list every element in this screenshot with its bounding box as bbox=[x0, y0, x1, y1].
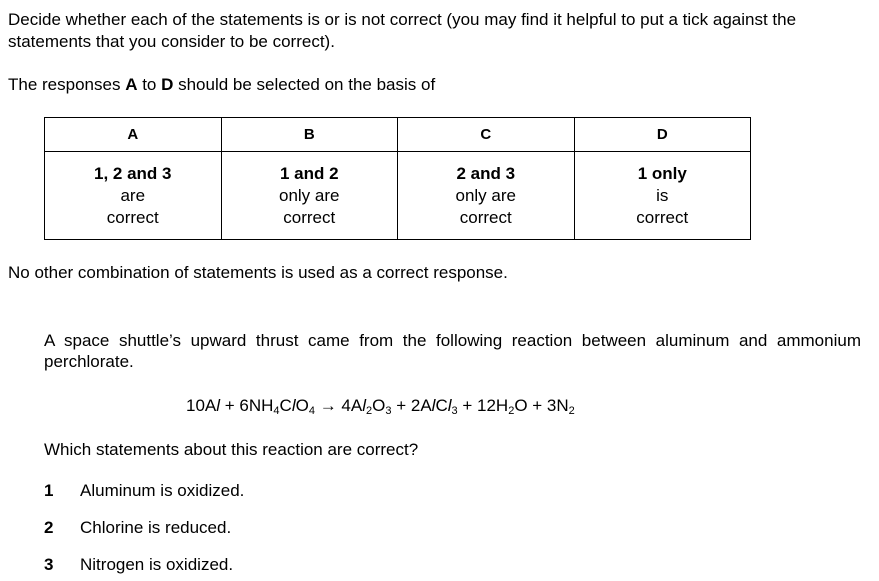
key-cell-a-line2: are bbox=[120, 185, 146, 205]
eq-subscript: 3 bbox=[385, 405, 392, 417]
eq-italic-l: l bbox=[431, 396, 436, 415]
question-stem: A space shuttle’s upward thrust came from the following reaction between aluminum and ammonium perchlorate. bbox=[44, 331, 861, 371]
statement-1 bbox=[44, 481, 244, 501]
key-header-a: A bbox=[45, 118, 222, 152]
eq-part: + 6NH bbox=[220, 396, 274, 415]
key-table-body-row bbox=[45, 152, 751, 240]
key-cell-a-line3: correct bbox=[106, 207, 159, 227]
key-cell-b bbox=[221, 152, 398, 240]
reaction-equation bbox=[186, 396, 575, 417]
key-cell-b-line2: only are bbox=[279, 185, 340, 205]
statement-number: 2 bbox=[44, 518, 54, 537]
key-header-d: D bbox=[574, 118, 751, 152]
eq-part: O bbox=[372, 396, 386, 415]
statement-2 bbox=[44, 518, 231, 538]
statement-text: Chlorine is reduced. bbox=[80, 518, 232, 537]
eq-part: + 12H bbox=[457, 396, 509, 415]
statement-text: Nitrogen is oxidized. bbox=[80, 555, 234, 574]
key-cell-c-line3: correct bbox=[459, 207, 512, 227]
basis-letter-d: D bbox=[161, 75, 174, 94]
eq-subscript: 4 bbox=[273, 405, 280, 417]
eq-italic-l: l bbox=[291, 396, 296, 415]
key-cell-c bbox=[398, 152, 575, 240]
eq-subscript: 3 bbox=[451, 405, 458, 417]
eq-italic-l: l bbox=[362, 396, 366, 415]
statement-number: 1 bbox=[44, 481, 54, 500]
eq-italic-l: l bbox=[447, 396, 452, 415]
eq-italic-l: l bbox=[216, 396, 221, 415]
key-cell-b-line3: correct bbox=[283, 207, 336, 227]
eq-subscript: 2 bbox=[568, 405, 575, 417]
eq-part: O bbox=[295, 396, 309, 415]
statement-3 bbox=[44, 555, 233, 575]
instructions-text: Decide whether each of the statements is or is not correct (you may find it helpful to put a tick against the statements that you consider to be correct). bbox=[8, 10, 797, 51]
response-basis-text bbox=[8, 75, 435, 95]
key-cell-d bbox=[574, 152, 751, 240]
eq-part: 4A bbox=[341, 396, 363, 415]
key-cell-d-line3: correct bbox=[636, 207, 689, 227]
key-header-c: C bbox=[398, 118, 575, 152]
eq-subscript: 4 bbox=[308, 405, 315, 417]
eq-subscript: 2 bbox=[508, 405, 515, 417]
statement-number: 3 bbox=[44, 555, 54, 574]
key-cell-a-bold: 1, 2 and 3 bbox=[94, 163, 172, 183]
key-cell-c-bold: 2 and 3 bbox=[456, 163, 516, 183]
eq-part: 10A bbox=[186, 396, 217, 415]
key-table-header-row bbox=[45, 118, 751, 152]
eq-subscript: 2 bbox=[366, 405, 373, 417]
key-cell-d-bold: 1 only bbox=[637, 163, 687, 183]
key-cell-b-bold: 1 and 2 bbox=[279, 163, 339, 183]
key-cell-d-line2: is bbox=[656, 185, 669, 205]
eq-part: C bbox=[435, 396, 448, 415]
question-ask: Which statements about this reaction are correct? bbox=[44, 440, 419, 459]
eq-part: O + 3N bbox=[514, 396, 569, 415]
key-cell-c-line2: only are bbox=[455, 185, 516, 205]
key-header-b: B bbox=[221, 118, 398, 152]
eq-part: + 2A bbox=[391, 396, 432, 415]
basis-prefix: The responses bbox=[8, 75, 126, 94]
basis-letter-a: A bbox=[125, 75, 138, 94]
eq-arrow: → bbox=[314, 396, 342, 415]
basis-suffix: should be selected on the basis of bbox=[173, 75, 436, 94]
basis-mid: to bbox=[137, 75, 162, 94]
statement-text: Aluminum is oxidized. bbox=[80, 481, 245, 500]
eq-part: C bbox=[279, 396, 292, 415]
no-other-combination-text: No other combination of statements is used as a correct response. bbox=[8, 263, 508, 282]
response-key-table bbox=[44, 117, 751, 240]
key-cell-a bbox=[45, 152, 222, 240]
